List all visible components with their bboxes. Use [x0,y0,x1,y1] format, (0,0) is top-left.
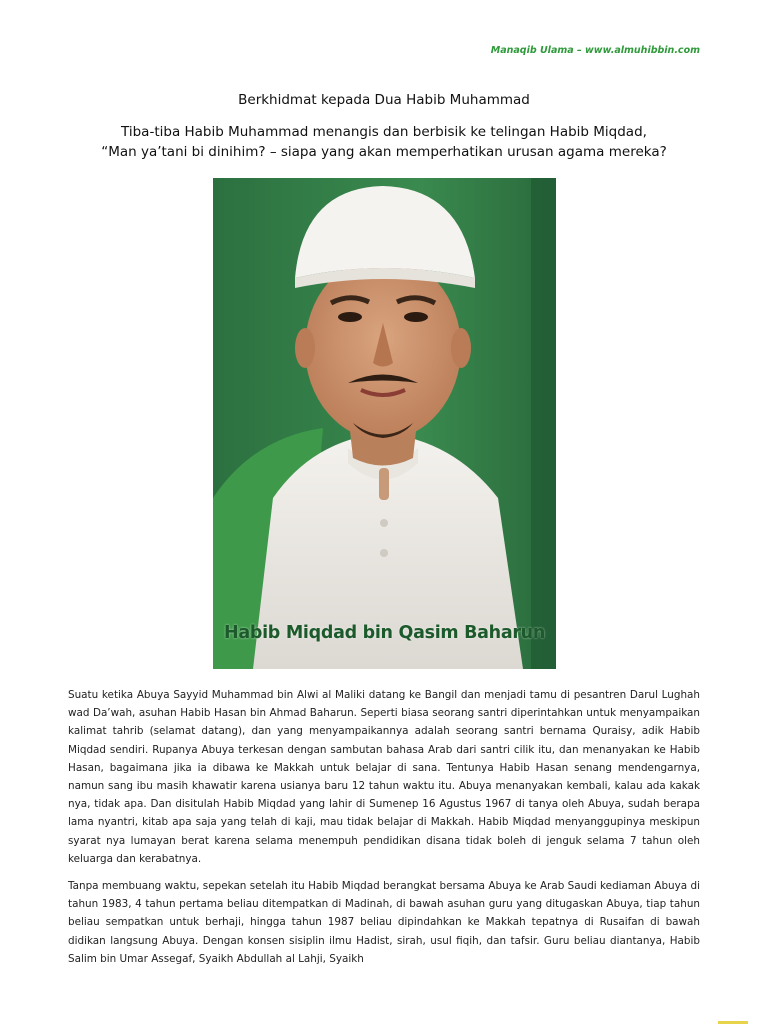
subtitle-line-2: “Man ya’tani bi dinihim? – siapa yang akan memperhatikan urusan agama mereka? [101,144,667,160]
body-paragraph-2: Tanpa membuang waktu, sepekan setelah itu Habib Miqdad berangkat bersama Abuya ke Arab Saudi kediaman Abuya di tahun 1983, 4 tahun pertama beliau ditempatkan di Madinah, di bawah asuhan guru yang ditugaskan Abuya, tiap tahun beliau sempatkan untuk berhaji, hingga tahun 1987 beliau dipindahkan ke Makkah tepatnya di Rusaifan di bawah didikan langsung Abuya. Dengan konsen sisiplin ilmu Hadist, sirah, usul fiqih, dan tafsir. Guru beliau diantanya, Habib Salim bin Umar Assegaf, Syaikh Abdullah al Lahji, Syaikh [68,880,700,965]
photo-caption: Habib Miqdad bin Qasim Baharun [224,623,545,643]
portrait-illustration [213,178,556,669]
article-title: Berkhidmat kepada Dua Habib Muhammad [238,92,530,108]
article-body [68,686,700,977]
body-paragraph-1: Suatu ketika Abuya Sayyid Muhammad bin Alwi al Maliki datang ke Bangil dan menjadi tamu di pesantren Darul Lughah wad Da’wah, asuhan Habib Hasan bin Ahmad Baharun. Seperti biasa seorang santri diperintahkan untuk menyampaikan kalimat tahrib (selamat datang), dan yang menyampaikannya adalah seorang santri bernama Quraisy, adik Habib Miqdad sendiri. Rupanya Abuya terkesan dengan sambutan bahasa Arab dari santri cilik itu, dan menanyakan ke Habib Hasan, bagaimana jika ia dibawa ke Makkah untuk belajar di sana. Tentunya Habib Hasan senang mendengarnya, namun sang ibu masih khawatir karena usianya baru 12 tahun waktu itu. Abuya menanyakan kembali, kalau ada kakak nya, tidak apa. Dan disitulah Habib Miqdad yang lahir di Sumenep 16 Agustus 1967 di tanya oleh Abuya, sudah berapa lama nyantri, kitab apa saja yang telah di kaji, mau tidak belajar di Makkah. Habib Miqdad menyanggupinya meskipun syarat nya lumayan berat karena selama menempuh pendidikan disana tidak boleh di jenguk selama 7 tahun oleh keluarga dan kerabatnya. [68,689,700,865]
document-header-source: Manaqib Ulama – www.almuhibbin.com [490,45,700,56]
article-subtitle [40,122,728,162]
portrait-photo [213,178,556,669]
subtitle-line-1: Tiba-tiba Habib Muhammad menangis dan berbisik ke telingan Habib Miqdad, [121,124,647,140]
